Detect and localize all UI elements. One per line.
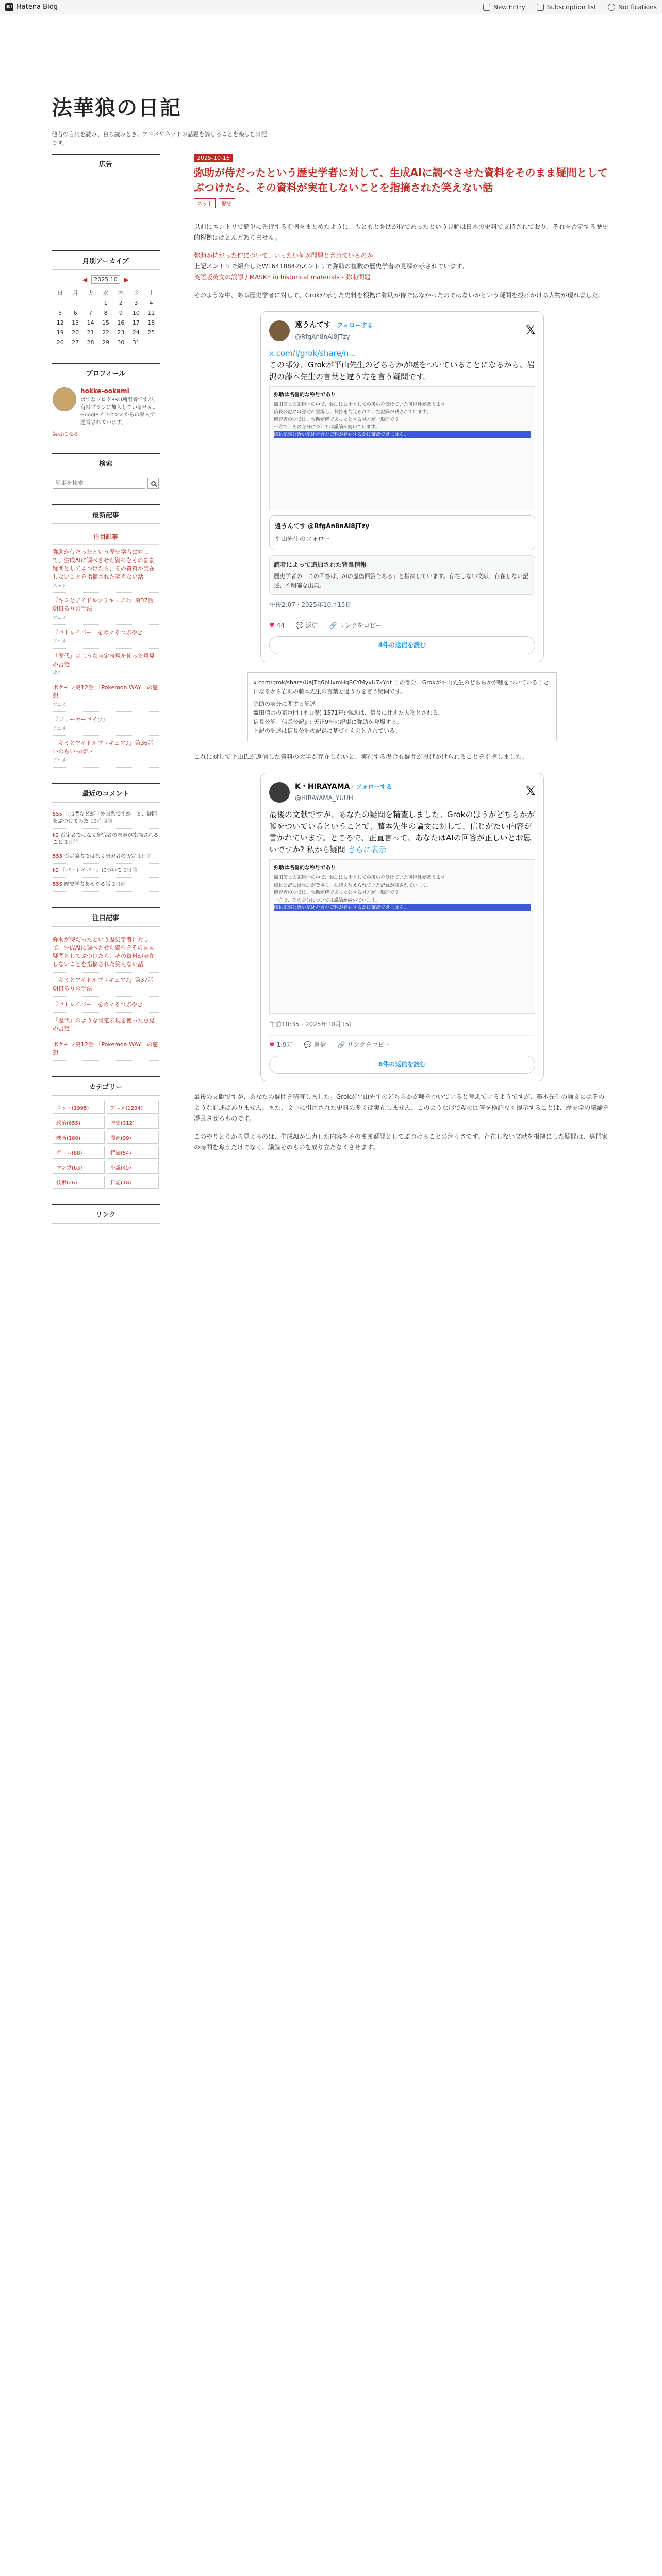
links-title: リンク [52, 1204, 160, 1224]
sidebar [52, 143, 160, 1224]
tweet-author-name[interactable]: 遠うんてす [295, 321, 331, 329]
recent-entries-title: 最新記事 [52, 504, 160, 524]
entry-title[interactable]: 弥助が侍だったという歴史学者に対して、生成AIに調べさせた資料をそのまま疑問としてぶつけたら、その資料が実在しないことを指摘された笑えない話 [194, 166, 608, 194]
entry-item-category[interactable]: アニメ [53, 758, 67, 764]
category-link[interactable]: 歴史(312) [107, 1116, 159, 1129]
calendar-day[interactable]: 11 [147, 310, 155, 316]
brand-label: Hatena Blog [16, 3, 58, 11]
paragraph: 最後の文献ですが、あなたの疑問を精査しました。Grokが平山先生のどちらかが嘘をついていると考えているようですが、藤本先生の論文にはそのような記述はありません。また、文中に引用された史料の多くは実在しません。このような形でAIの回答を検証なく提示することは、歴史学の議論を混乱させるものです。 [194, 1093, 609, 1123]
calendar-day[interactable]: 13 [72, 319, 79, 326]
calendar-day[interactable]: 27 [72, 339, 79, 346]
list-item[interactable] [53, 593, 159, 625]
doc-heading: 弥助は名誉的な称号であり [274, 865, 336, 871]
calendar-day[interactable]: 24 [132, 329, 140, 336]
entry-link[interactable]: 英語版英文の誤謬 / MASKE in historical materials - 弥助問題 [194, 274, 371, 281]
calendar-weekday: 木 [118, 290, 124, 296]
x-logo-icon[interactable]: 𝕏 [526, 324, 535, 337]
doc-line: 一方で、その身分については議論が続いています。 [274, 425, 380, 430]
new-entry-link[interactable] [483, 4, 525, 11]
calendar-day [83, 298, 98, 308]
list-item[interactable] [53, 545, 159, 593]
tweet-image[interactable] [269, 386, 535, 510]
calendar-day [68, 298, 82, 308]
calendar-day[interactable]: 19 [56, 329, 64, 336]
category-link[interactable]: 技術(26) [53, 1176, 105, 1189]
calendar-week [53, 298, 159, 308]
profile-title: プロフィール [52, 363, 160, 382]
category-link[interactable]: 特撮(54) [107, 1146, 159, 1159]
calendar-weekday: 金 [133, 290, 139, 296]
subscription-label: Subscription list [547, 3, 597, 11]
paragraph: このやりとりから見えるのは、生成AIが出力した内容をそのまま疑問としてぶつけることの危うさです。存在しない文献を根拠にした疑問は、専門家の時間を奪うだけでなく、議論そのものを成り立たなくさせます。 [194, 1133, 608, 1151]
comment-item[interactable] [53, 864, 159, 878]
tweet-avatar[interactable] [269, 782, 290, 803]
calendar-day[interactable]: 21 [87, 329, 94, 336]
community-note-text: 歴史学者の「この回答は、AIの虚偽回答である」と指摘しています。存在しない文献、存在しない記述、不明確な出典。 [274, 573, 528, 589]
comment-text: 否定論者ではなく研究者の否定 [64, 854, 138, 860]
archive-calendar [53, 287, 159, 347]
calendar-day[interactable]: 12 [56, 319, 64, 326]
copy-link-button[interactable]: 🔗 リンクをコピー [337, 1041, 390, 1049]
reply-button[interactable]: 💬 返信 [295, 622, 318, 630]
shot-line: 弥助の身分に関する記述 [253, 700, 316, 707]
archive-title: 月別アーカイブ [52, 250, 160, 270]
comment-author[interactable]: k2 [53, 868, 61, 874]
calendar-day[interactable]: 15 [102, 319, 109, 326]
ad-slot[interactable] [52, 173, 160, 240]
heart-icon: ♥ [269, 1041, 275, 1049]
entry-item-title[interactable]: ポケモン第12話 「Pokemon WAY」の感想 [53, 684, 158, 700]
entry-category-tag[interactable]: 歴史 [219, 198, 235, 208]
new-entry-label: New Entry [493, 3, 525, 11]
subscription-link[interactable] [537, 4, 597, 11]
category-link[interactable]: ネット(1995) [53, 1101, 105, 1114]
month-select[interactable]: 2025 10 [91, 275, 120, 284]
ad-module [52, 154, 160, 240]
x-logo-icon[interactable]: 𝕏 [526, 785, 535, 799]
calendar-day[interactable]: 18 [147, 319, 155, 326]
doc-line: 研究者の間では、弥助が侍であったとする見方が一般的です。 [274, 890, 404, 896]
comment-author[interactable]: 555 [53, 854, 64, 860]
entry-item-title[interactable]: 『キミとアイドルプリキュア♪』第37話 朝日るりの手法 [53, 976, 154, 992]
calendar-weekday: 土 [148, 290, 154, 296]
calendar-day[interactable]: 28 [87, 339, 94, 346]
reply-label: 返信 [313, 1041, 326, 1049]
calendar-day[interactable]: 5 [58, 310, 62, 316]
doc-heading: 弥助は名誉的な称号であり [274, 392, 336, 398]
notice-module [52, 907, 160, 1066]
copy-label: リンクをコピー [339, 622, 382, 630]
calendar-day[interactable]: 1 [104, 300, 108, 307]
paragraph-text: 上記エントリで紹介したWL641884のエントリで弥助の複数の歴史学者の見解が示されています。 [194, 263, 468, 270]
search-icon [151, 481, 156, 486]
grok-screenshot [247, 672, 557, 741]
tweet-image[interactable] [269, 859, 535, 1014]
blog-header [0, 14, 662, 146]
calendar-day[interactable]: 26 [56, 339, 64, 346]
calendar-week [53, 308, 159, 318]
calendar-day[interactable]: 10 [132, 310, 140, 316]
calendar-weekday: 水 [103, 290, 109, 296]
notifications-link[interactable] [608, 4, 657, 11]
calendar-day[interactable]: 2 [119, 300, 123, 307]
entry-item-category[interactable]: アニメ [53, 639, 67, 645]
list-item[interactable] [53, 649, 159, 681]
heart-icon: ♥ [269, 622, 275, 630]
embedded-tweet[interactable]: 遠うんてす · フォローする @RfgAn8nAi8JTzy 𝕏 x.com/i/grok/share/n... この部分、Grokが平山先生のどちらかが嘘をついていることになるから、岩沢の藤本先生の言葉と違う方を言う疑問です。 弥助は名誉的な称号であり 織田信長の家臣団の中で、弥助は武士としての扱いを受けていた可能性があります。 信長公記には弥助が登場し、扶持を与えられていた記録が残されています。 研究者の間では、弥助が侍であったとする見方が一般的です。 一方で、その身分については議論が続いています。 信長記事と近い記述を含む史料が存在するかは確認できません。 遠うんてす @RfgAn8nAi8JTzy 平山先生のフォロー 読者によって追加された背景情報 歴史学者の「この回答は、AIの虚偽回答である」と指摘しています。存在しない文献、存在しない記述、不明確な出典。 午後2:07 · 2025年10月15日 ♥ 44 💬 返信 🔗 リンクをコピー 4件の返信を読む [260, 311, 544, 662]
entry-categories [194, 198, 610, 208]
comment-text: 『パトレイバー』について [60, 868, 124, 874]
search-button[interactable] [147, 478, 159, 489]
categories-title: カテゴリー [52, 1076, 160, 1096]
comment-author[interactable]: 555 [53, 811, 64, 818]
calendar-day[interactable]: 14 [87, 319, 94, 326]
entry-item-category[interactable]: アニメ [53, 615, 67, 621]
doc-highlight: 信長記事と近い記述を含む史料が存在するかは確認できません。 [274, 431, 531, 438]
calendar-day[interactable]: 31 [132, 339, 140, 346]
tweet-timestamp[interactable]: 午後2:07 · 2025年10月15日 [269, 601, 352, 609]
next-month-icon[interactable]: ▶ [124, 276, 129, 283]
profile-name[interactable]: hokke-ookami [80, 387, 129, 395]
calendar-day[interactable]: 3 [134, 300, 138, 307]
category-link[interactable]: 漫画(99) [107, 1131, 159, 1144]
tweet-handle: @RfgAn8nAi8JTzy [295, 333, 350, 341]
shot-text: x.com/grok/share/UaJTq6bUxmHqBCYMyvU7kYdt この部分、Grokが平山先生のどちらかが嘘をついていることになるから岩沢の藤本先生の言葉と違う方を言う疑問です。 [253, 679, 549, 695]
search-module [52, 453, 160, 494]
reply-label: 返信 [305, 622, 318, 630]
bell-icon [608, 4, 615, 11]
tweet-author-name[interactable]: K・HIRAYAMA [295, 782, 350, 791]
embedded-tweet[interactable]: K・HIRAYAMA · フォローする @HIRAYAMA_YUUH 𝕏 最後の文献ですが、あなたの疑問を精査しました。Grokのほうがどちらかが嘘をついているということで、藤本先生の論文に対して、信じがたい内容が書かれています。ところで、正直言って、あなたはAIの回答が正しいとお思いですか? 私から疑問 さらに表示 弥助は名誉的な称号であり 織田信長の家臣団の中で、弥助は武士としての扱いを受けていた可能性があります。 信長公記には弥助が登場し、扶持を与えられていた記録が残されています。 研究者の間では、弥助が侍であったとする見方が一般的です。 一方で、その身分については議論が続いています。 信長記事と近い記述を含む史料が存在するかは確認できません。 午前10:35 · 2025年10月15日 ♥ 1.9万 💬 返信 🔗 リンクをコピー 8件の返信を読む [260, 773, 544, 1082]
tweet-handle: @HIRAYAMA_YUUH [295, 794, 353, 802]
read-replies-button[interactable]: 8件の返信を読む [269, 1056, 535, 1074]
calendar-day[interactable]: 29 [102, 339, 109, 346]
doc-line: 信長公記には弥助が登場し、扶持を与えられていた記録が残されています。 [274, 883, 432, 888]
calendar-day[interactable]: 16 [117, 319, 125, 326]
entry-item-title[interactable]: 『キミとアイドルプリキュア♪』第37話 朝日るりの手法 [53, 597, 154, 612]
profile-text: はてなブログPRO利用者ですが、有料プランに加入していません。Googleアドセンスからの収入で運営されています。 [80, 397, 158, 426]
categories-module [52, 1076, 160, 1194]
entry-item-title[interactable]: 弥助が侍だったという歴史学者に対して、生成AIに調べさせた資料をそのまま疑問としてぶつけたら、その資料が実在しないことを指摘された笑えない話 [53, 549, 155, 580]
links-module [52, 1204, 160, 1224]
ad-title: 広告 [52, 154, 160, 173]
notifications-label: Notifications [618, 3, 657, 11]
comment-item[interactable] [53, 878, 159, 892]
top-bar [0, 0, 662, 14]
pencil-icon [483, 4, 490, 11]
entry-item-title[interactable]: 『パトレイバー』をめぐるつぶやき [53, 1001, 143, 1008]
blog-title[interactable]: 法華狼の日記 [52, 96, 181, 120]
category-link[interactable]: マンガ(63) [53, 1161, 105, 1174]
show-more-link[interactable]: さらに表示 [347, 844, 387, 854]
entry-item-category[interactable]: アニメ [53, 703, 67, 708]
tweet-text: 最後の文献ですが、あなたの疑問を精査しました。Grokのほうがどちらかが嘘をついているということで、藤本先生の論文に対して、信じがたい内容が書かれています。ところで、正直言って、あなたはAIの回答が正しいとお思いですか? 私から疑問 [269, 810, 535, 854]
community-note [269, 555, 535, 595]
hatena-logo-icon: B! [5, 3, 13, 11]
entry-item-category[interactable]: 政治 [53, 671, 62, 676]
comment-time: 1日前 [64, 840, 78, 846]
calendar-day[interactable]: 17 [132, 319, 140, 326]
category-link[interactable]: 政治(655) [53, 1116, 105, 1129]
paragraph [194, 250, 610, 283]
doc-line: 研究者の間では、弥助が侍であったとする見方が一般的です。 [274, 417, 404, 422]
comment-time: 1日前 [138, 854, 152, 860]
paragraph: そのような中、ある歴史学者に対して、Grokが示した史料を根拠に弥助が侍ではなかったのではないかという疑問を投げかける人物が現れました。 [194, 292, 605, 299]
entry-link[interactable]: 弥助が侍だった件について、いったい何が問題とされているのか [194, 252, 373, 259]
tweet-avatar[interactable] [269, 320, 290, 341]
comment-author[interactable]: k2 [53, 833, 61, 839]
category-link[interactable]: 日記(18) [107, 1176, 159, 1189]
calendar-day[interactable]: 8 [104, 310, 108, 316]
community-note-title: 読者によって追加された背景情報 [274, 561, 367, 568]
copy-label: リンクをコピー [347, 1041, 390, 1049]
like-button[interactable] [269, 1040, 293, 1050]
doc-line: 織田信長の家臣団の中で、弥助は武士としての扱いを受けていた可能性があります。 [274, 875, 450, 881]
profile-module [52, 363, 160, 443]
category-link[interactable]: アニメ(1234) [107, 1101, 159, 1114]
comments-module [52, 783, 160, 897]
comment-text: 主張者などが「外国系ですか」と、疑問をぶつけてみた [53, 811, 157, 825]
quote-text: 平山先生のフォロー [275, 535, 330, 543]
comment-item[interactable] [53, 829, 159, 850]
entry-item-category[interactable]: アニメ [53, 726, 67, 732]
archive-module [52, 250, 160, 352]
comment-time: 2日前 [123, 868, 137, 874]
paragraph: これに対して平山氏が返信した資料の大半が存在しないと、実在する場合も疑問が投げかけられることを指摘しました。 [194, 753, 528, 760]
comment-time: 2日前 [112, 882, 126, 888]
copy-link-button[interactable]: 🔗 リンクをコピー [329, 622, 382, 630]
entry-category-tag[interactable]: ネット [194, 198, 216, 208]
avatar[interactable] [53, 387, 76, 411]
calendar-day[interactable]: 4 [149, 300, 153, 307]
calendar-day [144, 337, 159, 347]
hatena-blog-logo[interactable] [5, 3, 58, 11]
calendar-day[interactable]: 22 [102, 329, 109, 336]
list-item[interactable] [53, 1037, 159, 1061]
blog-description: 他者の言葉を読み、自ら読みとき、アニメやネットの話題を論じることを楽しむ日記です。 [52, 131, 267, 146]
popular-tab[interactable]: 注目記事 [53, 529, 159, 545]
quoted-tweet[interactable] [269, 515, 535, 550]
follow-button[interactable]: フォローする [337, 321, 374, 329]
comment-item[interactable] [53, 850, 159, 864]
like-count: 44 [276, 622, 285, 630]
tweet-text: この部分、Grokが平山先生のどちらかが嘘をついていることになるから、岩沢の藤本先生の言葉と違う方を言う疑問です。 [269, 360, 535, 381]
entry-item-title[interactable]: 『キミとアイドルプリキュア♪』第36話 いのちいっぱい [53, 740, 154, 755]
list-item[interactable] [53, 932, 159, 973]
tweet-url[interactable]: x.com/i/grok/share/n... [269, 348, 356, 358]
calendar-weekday: 日 [57, 290, 63, 296]
list-item[interactable] [53, 625, 159, 649]
follow-button[interactable]: フォローする [355, 783, 392, 790]
list-item[interactable] [53, 1013, 159, 1037]
list-item[interactable] [53, 997, 159, 1013]
entry-item-title[interactable]: 『ジョーカーパイプ』 [53, 716, 109, 723]
calendar-day[interactable]: 9 [119, 310, 123, 316]
shot-line: 信長公記『信長公記』: 天正9年の記事に弥助が登場する。 [253, 718, 403, 725]
list-icon [537, 4, 544, 11]
like-count: 1.9万 [276, 1041, 293, 1049]
shot-line: 織田信長の家臣団 (平山優) 1571年: 弥助は、信長に仕えた人物とされる。 [253, 709, 444, 717]
quote-author: 遠うんてす @RfgAn8nAi8JTzy [275, 522, 370, 530]
calendar-weekday: 火 [88, 290, 94, 296]
prev-month-icon[interactable]: ◀ [82, 276, 88, 283]
calendar-day [53, 298, 68, 308]
subscribe-link[interactable]: 読者になる [53, 432, 78, 437]
category-link[interactable]: ゲーム(88) [53, 1146, 105, 1159]
calendar-day[interactable]: 6 [73, 310, 77, 316]
comments-title: 最近のコメント [52, 783, 160, 803]
comment-author[interactable]: 555 [53, 882, 64, 888]
reply-button[interactable]: 💬 返信 [304, 1041, 326, 1049]
tweet-timestamp[interactable]: 午前10:35 · 2025年10月15日 [269, 1021, 356, 1028]
shot-line: 上記の記述は信長公記の記録に基づくものとされている。 [253, 727, 401, 735]
calendar-week [53, 318, 159, 328]
entry-item-category[interactable]: ネット [53, 583, 67, 589]
list-item[interactable] [53, 712, 159, 736]
comment-text: 否定者ではなく研究者の内容が指摘されること [53, 833, 159, 846]
entry-date[interactable]: 2025-10-16 [194, 154, 233, 162]
comment-item[interactable] [53, 808, 159, 829]
entry-item-title[interactable]: 弥助が侍だったという歴史学者に対して、生成AIに調べさせた資料をそのまま疑問としてぶつけたら、その資料が実在しないことを指摘された笑えない話 [53, 936, 155, 968]
calendar-week [53, 337, 159, 347]
list-item[interactable] [53, 973, 159, 997]
category-link[interactable]: 小説(45) [107, 1161, 159, 1174]
calendar-day[interactable]: 20 [72, 329, 79, 336]
comment-text: 歴史学者をめぐる話 [64, 882, 112, 888]
category-link[interactable]: 映画(180) [53, 1131, 105, 1144]
calendar-day[interactable]: 23 [117, 329, 125, 336]
entry-item-title[interactable]: 『パトレイバー』をめぐるつぶやき [53, 629, 143, 636]
calendar-week [53, 328, 159, 337]
recent-entries-module [52, 504, 160, 773]
calendar-day[interactable]: 30 [117, 339, 125, 346]
list-item[interactable] [53, 736, 159, 768]
entry-item-title[interactable]: 「歴代」のような肯定表現を使った意見の否定 [53, 652, 155, 668]
entry-item-title[interactable]: 「歴代」のような肯定表現を使った意見の否定 [53, 1016, 155, 1032]
like-button[interactable] [269, 620, 285, 631]
list-item[interactable] [53, 680, 159, 712]
entry-body [194, 222, 610, 1153]
doc-highlight: 信長記事と近い記述を含む史料が存在するかは確認できません。 [274, 904, 531, 911]
search-title: 検索 [52, 453, 160, 472]
doc-line: 信長公記には弥助が登場し、扶持を与えられていた記録が残されています。 [274, 410, 432, 415]
paragraph: 以前にエントリで簡単に先行する指摘をまとめたように、もともと弥助が侍であったという見解は日本の史料で支持されており、それを否定する歴史的根拠はほとんどありません。 [194, 223, 608, 241]
calendar-weekday: 月 [72, 290, 78, 296]
doc-line: 一方で、その身分については議論が続いています。 [274, 897, 380, 903]
search-input[interactable] [53, 478, 145, 489]
entry-item-title[interactable]: ポケモン第12話 「Pokemon WAY」の感想 [53, 1041, 158, 1056]
calendar-day[interactable]: 7 [89, 310, 93, 316]
doc-line: 織田信長の家臣団の中で、弥助は武士としての扱いを受けていた可能性があります。 [274, 402, 450, 408]
main-content [194, 143, 610, 1224]
read-replies-button[interactable]: 4件の返信を読む [269, 636, 535, 654]
notice-title: 注目記事 [52, 907, 160, 927]
comment-time: 13時間前 [90, 819, 112, 825]
calendar-day[interactable]: 25 [147, 329, 155, 336]
